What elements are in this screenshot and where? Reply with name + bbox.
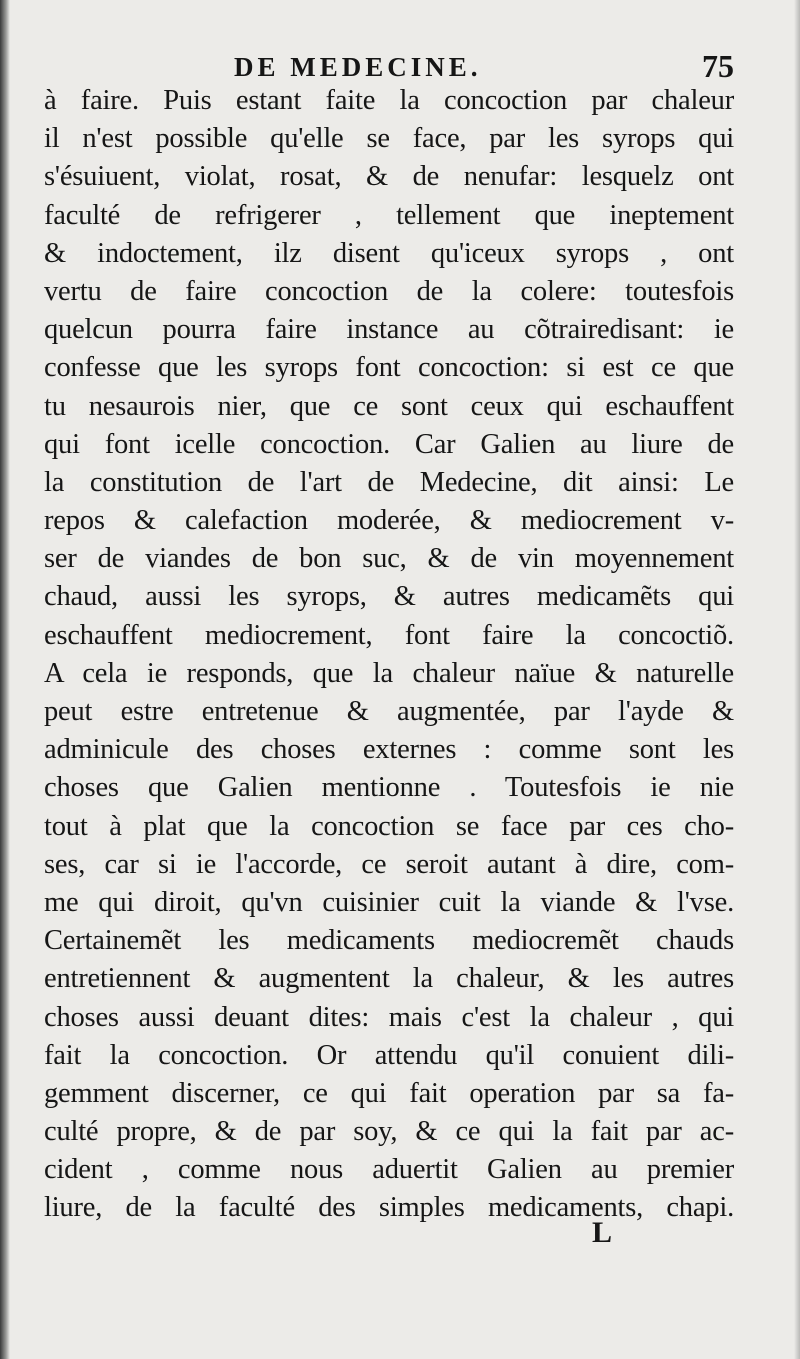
text-line: à faire. Puis estant faite la concoction par chaleur <box>44 85 734 116</box>
text-line: vertu de faire concoction de la colere: toutesfois <box>44 275 734 307</box>
text-line: cident , comme nous aduertit Galien au premier <box>44 1154 734 1186</box>
running-head-title: DE MEDECINE. <box>234 52 482 82</box>
text-line: s'ésuiuent, violat, rosat, & de nenufar: lesquelz ont <box>44 161 734 193</box>
page-edge <box>794 0 800 1359</box>
text-line: la constitution de l'art de Medecine, dit ainsi: Le <box>44 466 734 498</box>
signature-mark: L <box>592 1216 613 1249</box>
text-line: repos & calefaction moderée, & mediocrement v- <box>44 505 734 537</box>
text-line: A cela ie responds, que la chaleur naïue & naturelle <box>44 657 734 689</box>
text-line: chaud, aussi les syrops, & autres medicamẽts qui <box>44 581 734 613</box>
text-line: fait la concoction. Or attendu qu'il conuient dili- <box>44 1039 734 1071</box>
text-line: confesse que les syrops font concoction: si est ce que <box>44 352 734 384</box>
text-line: gemment discerner, ce qui fait operation par sa fa- <box>44 1077 734 1109</box>
text-line: adminicule des choses externes : comme sont les <box>44 734 734 766</box>
text-line: ses, car si ie l'accorde, ce seroit autant à dire, com- <box>44 848 734 880</box>
text-line: faculté de refrigerer , tellement que ineptement <box>44 199 734 231</box>
page-binding-shadow <box>0 0 10 1359</box>
text-line: & indoctement, ilz disent qu'iceux syrops , ont <box>44 237 734 269</box>
text-line: liure, de la faculté des simples medicaments, chapi. <box>44 1192 734 1224</box>
text-line: tu nesaurois nier, que ce sont ceux qui eschauffent <box>44 390 734 422</box>
text-line: choses que Galien mentionne . Toutesfois ie nie <box>44 772 734 804</box>
text-line: eschauffent mediocrement, font faire la concoctiõ. <box>44 619 734 651</box>
text-line: Certainemẽt les medicaments mediocremẽt chauds <box>44 925 734 957</box>
text-line: il n'est possible qu'elle se face, par les syrops qui <box>44 123 734 155</box>
body-text <box>44 82 734 1228</box>
text-line: culté propre, & de par soy, & ce qui la fait par ac- <box>44 1116 734 1148</box>
text-line: qui font icelle concoction. Car Galien au liure de <box>44 428 734 460</box>
page-number: 75 <box>702 48 734 84</box>
text-line: entretiennent & augmentent la chaleur, & les autres <box>44 963 734 995</box>
text-line: quelcun pourra faire instance au cõtrairedisant: ie <box>44 314 734 346</box>
text-line: choses aussi deuant dites: mais c'est la chaleur , qui <box>44 1001 734 1033</box>
text-line: tout à plat que la concoction se face par ces cho- <box>44 810 734 842</box>
text-line: ser de viandes de bon suc, & de vin moyennement <box>44 543 734 575</box>
text-line: me qui diroit, qu'vn cuisinier cuit la viande & l'vse. <box>44 886 734 918</box>
text-line: peut estre entretenue & augmentée, par l'ayde & <box>44 696 734 727</box>
